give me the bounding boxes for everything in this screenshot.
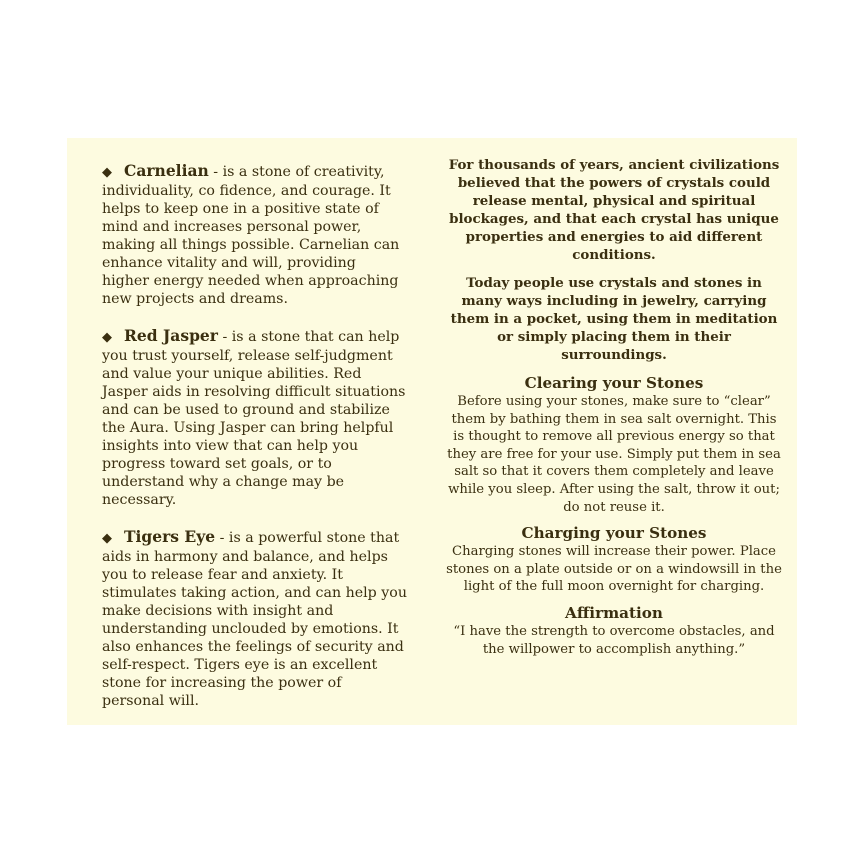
stone-description: - is a stone of creativity, individuality, co fidence, and courage. It helps to keep one in a positive state of mind and increases personal power, making all things possible. Carnelian can enhance vitality and will, providing higher energy needed when approaching new projects and dreams. (102, 164, 400, 307)
stones-column (102, 162, 407, 729)
stone-description: - is a powerful stone that aids in harmony and balance, and helps you to release fear and anxiety. It stimulates taking action, and can help you make decisions with insight and understanding unclouded by emotions. It also enhances the feelings of security and self-respect. Tigers eye is an excellent stone for increasing the power of personal will. (102, 530, 407, 709)
info-card (67, 138, 797, 725)
stone-description: - is a stone that can help you trust yourself, release self-judgment and value your unique abilities. Red Jasper aids in resolving difficult situations and can be used to ground and stabilize the Aura. Using Jasper can bring helpful insights into view that can help you progress toward set goals, or to understand why a change may be necessary. (102, 329, 406, 508)
charging-text: Charging stones will increase their power. Place stones on a plate outside or on a windowsill in the light of the full moon overnight for charging. (446, 544, 782, 595)
affirmation-section (444, 604, 784, 658)
charging-section (444, 524, 784, 596)
affirmation-heading: Affirmation (565, 603, 663, 622)
intro-paragraph-history: For thousands of years, ancient civilizations believed that the powers of crystals could release mental, physical and spiritual blockages, and that each crystal has unique properties and energies to aid different conditions. (448, 157, 780, 263)
stone-name: Carnelian (124, 161, 209, 180)
intro-paragraph-uses: Today people use crystals and stones in many ways including in jewelry, carrying them in a pocket, using them in meditation or simply placing them in their surroundings. (450, 275, 778, 363)
stone-name: Tigers Eye (124, 527, 216, 546)
clearing-heading: Clearing your Stones (524, 374, 704, 392)
info-column (444, 156, 784, 658)
stone-carnelian (102, 162, 407, 308)
diamond-bullet-icon: ◆ (102, 531, 112, 546)
stone-red-jasper (102, 327, 407, 509)
diamond-bullet-icon: ◆ (102, 330, 112, 345)
stone-name: Red Jasper (124, 326, 218, 345)
affirmation-text: “I have the strength to overcome obstacles, and the willpower to accomplish anything.” (453, 623, 775, 657)
stone-tigers-eye (102, 528, 407, 710)
diamond-bullet-icon: ◆ (102, 165, 112, 180)
clearing-text: Before using your stones, make sure to “clear” them by bathing them in sea salt overnight. This is thought to remove all previous energy so that they are free for your use. Simply put them in sea salt so that it covers them completely and leave while you sleep. After using the salt, throw it out; do not reuse it. (447, 394, 781, 515)
charging-heading: Charging your Stones (521, 524, 707, 543)
clearing-section (444, 374, 784, 516)
